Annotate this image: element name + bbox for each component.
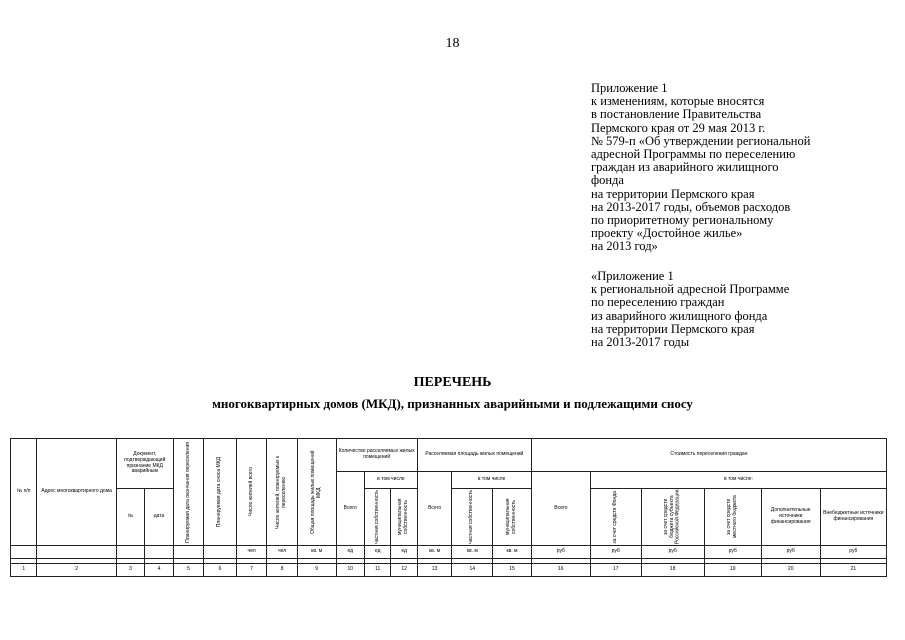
unit-cell: ед <box>364 546 390 559</box>
appendix-amendment-block <box>591 82 891 254</box>
column-number-cell: 3 <box>116 564 144 577</box>
appendix-line: «Приложение 1 <box>591 269 674 283</box>
column-number-cell: 6 <box>204 564 237 577</box>
column-number-cell: 12 <box>391 564 417 577</box>
unit-cell <box>204 546 237 559</box>
header-rooms-group: Количество расселяемых жилых помещений <box>336 439 417 472</box>
unit-cell: кв. м <box>417 546 452 559</box>
unit-cell: кв. м <box>493 546 532 559</box>
units-row <box>11 546 887 559</box>
unit-cell: руб <box>704 546 761 559</box>
header-doc-date: дата <box>145 489 173 546</box>
unit-cell: кв. м <box>297 546 336 559</box>
header-area-total: Всего <box>417 472 452 546</box>
header-cost-region: за счет средств бюджета субъекта Российской Федерации <box>663 489 681 545</box>
header-residents: Число жителей всего <box>247 467 254 517</box>
header-document: Документ, подтверждающий признание МКД аварийным <box>116 439 173 489</box>
column-number-cell: 16 <box>531 564 590 577</box>
header-demolish-date: Планируемая дата сноса МКД <box>216 456 223 528</box>
appendix-line: на 2013-2017 годы, объемов расходов <box>591 199 791 214</box>
column-number-cell: 19 <box>704 564 761 577</box>
column-number-cell: 11 <box>364 564 390 577</box>
appendix-line: к изменениям, которые вносятся <box>591 94 765 109</box>
appendix-line: Пермского края от 29 мая 2013 г. <box>591 120 766 135</box>
header-cost-local: за счет средств местного бюджета <box>725 495 738 539</box>
column-number-cell: 8 <box>267 564 298 577</box>
unit-cell: кв. м <box>452 546 493 559</box>
header-cost-additional: Дополнительные источники финансирования <box>761 489 820 546</box>
document-subtitle: многоквартирных домов (МКД), признанных аварийными и подлежащими сносу <box>212 396 693 411</box>
header-total-area: Общая площадь жилых помещений МКД <box>309 450 322 534</box>
appendix-line: на 2013 год» <box>591 239 658 254</box>
column-number-cell: 1 <box>11 564 37 577</box>
header-cost-fund: за счет средств Фонда <box>611 490 618 544</box>
appendix-line: № 579-п «Об утверждении региональной <box>591 133 811 148</box>
column-number-cell: 4 <box>145 564 173 577</box>
header-cost-total: Всего <box>531 472 590 546</box>
column-numbers-row <box>11 564 887 577</box>
buildings-table <box>10 438 887 577</box>
unit-cell: руб <box>820 546 886 559</box>
appendix-line: на территории Пермского края <box>591 186 755 201</box>
header-area-private: частная собственность <box>468 490 475 544</box>
appendix-program-block <box>591 270 891 349</box>
column-number-cell: 18 <box>641 564 704 577</box>
column-number-cell: 9 <box>297 564 336 577</box>
appendix-line: фонда <box>591 173 624 188</box>
header-rooms-including: в том числе <box>364 472 417 489</box>
header-cost-extrabudget: Внебюджетные источники финансирования <box>820 489 886 546</box>
header-rooms-municipal: муниципальная собственность <box>397 498 410 536</box>
appendix-line: к региональной адресной Программе <box>591 282 790 297</box>
page-number: 18 <box>445 36 460 51</box>
header-area-including: в том числе <box>452 472 531 489</box>
unit-cell: руб <box>641 546 704 559</box>
appendix-line: по переселению граждан <box>591 295 725 310</box>
appendix-line: граждан из аварийного жилищного <box>591 160 779 175</box>
appendix-line: проекту «Достойное жилье» <box>591 226 743 241</box>
header-resettle-date: Планируемая дата окончания переселения <box>184 441 191 543</box>
unit-cell <box>37 546 116 559</box>
column-number-cell: 15 <box>493 564 532 577</box>
unit-cell <box>11 546 37 559</box>
column-number-cell: 13 <box>417 564 452 577</box>
unit-cell <box>173 546 204 559</box>
header-rooms-private: частная собственность <box>373 490 380 544</box>
header-doc-no: № <box>116 489 144 546</box>
header-area-group: Расселяемая площадь жилых помещений <box>417 439 531 472</box>
appendix-line: адресной Программы по переселению <box>591 147 796 162</box>
appendix-line: из аварийного жилищного фонда <box>591 308 768 323</box>
unit-cell: чел <box>267 546 298 559</box>
appendix-line: на 2013-2017 годы <box>591 335 690 350</box>
unit-cell: чел <box>236 546 267 559</box>
unit-cell <box>116 546 144 559</box>
header-rooms-total: Всего <box>336 472 364 546</box>
column-number-cell: 10 <box>336 564 364 577</box>
document-title: ПЕРЕЧЕНЬ <box>413 375 492 390</box>
appendix-line: Приложение 1 <box>591 81 668 95</box>
header-cost-including: в том числе: <box>590 472 886 489</box>
appendix-line: в постановление Правительства <box>591 107 762 122</box>
unit-cell: руб <box>531 546 590 559</box>
unit-cell: руб <box>590 546 641 559</box>
column-number-cell: 20 <box>761 564 820 577</box>
unit-cell: ед <box>336 546 364 559</box>
column-number-cell: 14 <box>452 564 493 577</box>
header-address: Адрес многоквартирного дома <box>37 439 116 546</box>
unit-cell: руб <box>761 546 820 559</box>
column-number-cell: 7 <box>236 564 267 577</box>
column-number-cell: 21 <box>820 564 886 577</box>
column-number-cell: 5 <box>173 564 204 577</box>
header-residents-planned: Число жителей, планируемых к переселению <box>275 455 288 529</box>
appendix-line: на территории Пермского края <box>591 321 755 336</box>
header-area-municipal: муниципальная собственность <box>505 498 517 536</box>
header-cost-group: Стоимость переселения граждан <box>531 439 886 472</box>
column-number-cell: 2 <box>37 564 116 577</box>
header-no: № п/п <box>11 439 37 546</box>
appendix-line: по приоритетному региональному <box>591 213 774 228</box>
column-number-cell: 17 <box>590 564 641 577</box>
unit-cell: ед <box>391 546 417 559</box>
unit-cell <box>145 546 173 559</box>
